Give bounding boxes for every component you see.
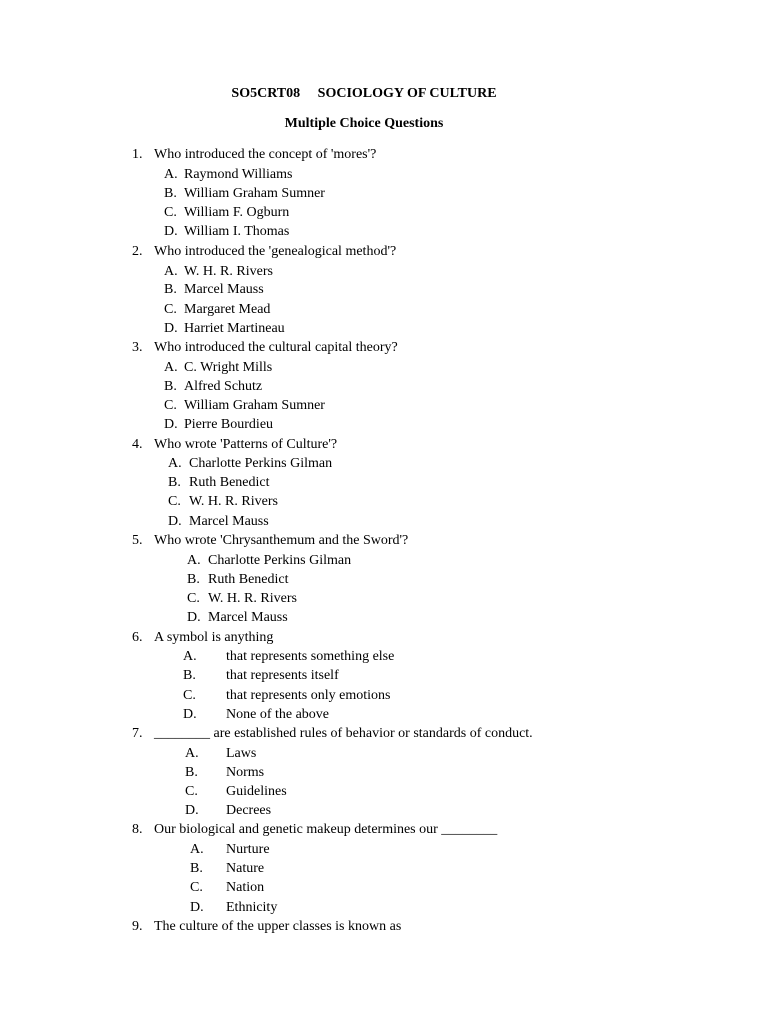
option-letter: C. — [183, 688, 196, 703]
answer-option — [164, 262, 728, 281]
option-text: Nation — [226, 880, 265, 895]
option-text: Charlotte Perkins Gilman — [189, 456, 333, 471]
option-letter: C. — [190, 880, 203, 895]
option-text: Laws — [226, 746, 257, 761]
option-text: Margaret Mead — [184, 302, 271, 317]
question-number: 8. — [132, 822, 143, 837]
option-text: William I. Thomas — [184, 224, 290, 239]
answer-option — [187, 589, 728, 608]
answer-option — [185, 782, 728, 801]
option-text: Ruth Benedict — [208, 572, 289, 587]
option-letter: B. — [187, 572, 200, 587]
option-letter: C. — [164, 302, 177, 317]
option-text: that represents only emotions — [226, 688, 391, 703]
answer-option — [183, 666, 728, 685]
option-letter: A. — [164, 360, 178, 375]
answer-option — [187, 551, 728, 570]
option-text: Norms — [226, 765, 265, 780]
option-letter: C. — [168, 494, 181, 509]
answer-option — [190, 898, 728, 917]
answer-option — [183, 686, 728, 705]
question-text: Who wrote 'Chrysanthemum and the Sword'? — [154, 533, 409, 548]
option-text: Marcel Mauss — [184, 282, 264, 297]
answer-option — [164, 358, 728, 377]
option-text: W. H. R. Rivers — [208, 591, 297, 606]
option-letter: A. — [164, 167, 178, 182]
question-text: Who introduced the cultural capital theory? — [154, 340, 398, 355]
answer-option — [185, 801, 728, 820]
question-5 — [132, 531, 728, 550]
answer-option — [164, 165, 728, 184]
option-text: Nature — [226, 861, 265, 876]
answer-option — [168, 512, 728, 531]
option-text: William Graham Sumner — [184, 186, 325, 201]
option-text: Marcel Mauss — [208, 610, 288, 625]
question-text: Who introduced the concept of 'mores'? — [154, 147, 377, 162]
option-text: Nurture — [226, 842, 270, 857]
answer-option — [185, 763, 728, 782]
option-text: William F. Ogburn — [184, 205, 290, 220]
answer-option — [185, 744, 728, 763]
answer-option — [164, 377, 728, 396]
question-number: 9. — [132, 919, 143, 934]
answer-option — [164, 222, 728, 241]
question-number: 4. — [132, 437, 143, 452]
answer-option — [164, 396, 728, 415]
answer-option — [164, 415, 728, 434]
question-text: Our biological and genetic makeup determines our ________ — [154, 822, 498, 837]
answer-option — [164, 203, 728, 222]
option-text: Ruth Benedict — [189, 475, 270, 490]
option-text: Marcel Mauss — [189, 514, 269, 529]
answer-option — [164, 300, 728, 319]
option-text: Charlotte Perkins Gilman — [208, 553, 352, 568]
question-8 — [132, 820, 728, 839]
option-letter: A. — [185, 746, 199, 761]
option-text: that represents something else — [226, 649, 395, 664]
option-text: C. Wright Mills — [184, 360, 273, 375]
answer-option — [187, 608, 728, 627]
course-title: SOCIOLOGY OF CULTURE — [317, 86, 497, 101]
question-1 — [132, 145, 728, 164]
option-text: None of the above — [226, 707, 330, 722]
option-text: Harriet Martineau — [184, 321, 285, 336]
option-text: that represents itself — [226, 668, 339, 683]
question-3 — [132, 338, 728, 357]
option-letter: C. — [187, 591, 200, 606]
option-letter: B. — [164, 379, 177, 394]
option-text: W. H. R. Rivers — [189, 494, 278, 509]
option-text: W. H. R. Rivers — [184, 264, 273, 279]
option-text: Raymond Williams — [184, 167, 293, 182]
question-number: 7. — [132, 726, 143, 741]
answer-option — [183, 705, 728, 724]
answer-option — [168, 492, 728, 511]
option-letter: A. — [187, 553, 201, 568]
course-heading — [0, 86, 728, 102]
option-letter: C. — [185, 784, 198, 799]
question-7 — [132, 724, 728, 743]
option-letter: A. — [190, 842, 204, 857]
answer-option — [183, 647, 728, 666]
question-text: The culture of the upper classes is known as — [154, 919, 402, 934]
option-letter: B. — [185, 765, 198, 780]
question-2 — [132, 242, 728, 261]
answer-option — [190, 878, 728, 897]
option-text: Guidelines — [226, 784, 287, 799]
course-code: SO5CRT08 — [231, 86, 301, 101]
option-letter: B. — [164, 186, 177, 201]
question-number: 6. — [132, 630, 143, 645]
answer-option — [190, 859, 728, 878]
option-letter: B. — [183, 668, 196, 683]
question-6 — [132, 628, 728, 647]
question-number: 2. — [132, 244, 143, 259]
option-letter: D. — [164, 321, 178, 336]
option-letter: D. — [183, 707, 197, 722]
answer-option — [187, 570, 728, 589]
option-letter: C. — [164, 398, 177, 413]
option-letter: D. — [168, 514, 182, 529]
option-letter: A. — [183, 649, 197, 664]
option-text: William Graham Sumner — [184, 398, 325, 413]
answer-option — [190, 840, 728, 859]
answer-option — [164, 184, 728, 203]
option-letter: B. — [190, 861, 203, 876]
section-subtitle: Multiple Choice Questions — [284, 116, 444, 131]
question-text: A symbol is anything — [154, 630, 274, 645]
question-text: Who wrote 'Patterns of Culture'? — [154, 437, 338, 452]
option-letter: A. — [168, 456, 182, 471]
answer-option — [164, 280, 728, 299]
question-number: 1. — [132, 147, 143, 162]
option-letter: B. — [168, 475, 181, 490]
option-letter: A. — [164, 264, 178, 279]
option-letter: B. — [164, 282, 177, 297]
question-text: Who introduced the 'genealogical method'? — [154, 244, 397, 259]
question-9 — [132, 917, 728, 936]
question-4 — [132, 435, 728, 454]
option-letter: D. — [190, 900, 204, 915]
answer-option — [168, 454, 728, 473]
option-letter: D. — [185, 803, 199, 818]
option-letter: C. — [164, 205, 177, 220]
option-letter: D. — [164, 417, 178, 432]
question-text: ________ are established rules of behavior or standards of conduct. — [154, 726, 533, 741]
option-text: Pierre Bourdieu — [184, 417, 274, 432]
option-text: Decrees — [226, 803, 272, 818]
answer-option — [164, 319, 728, 338]
question-number: 3. — [132, 340, 143, 355]
question-number: 5. — [132, 533, 143, 548]
answer-option — [168, 473, 728, 492]
option-text: Alfred Schutz — [184, 379, 263, 394]
option-text: Ethnicity — [226, 900, 278, 915]
option-letter: D. — [164, 224, 178, 239]
option-letter: D. — [187, 610, 201, 625]
